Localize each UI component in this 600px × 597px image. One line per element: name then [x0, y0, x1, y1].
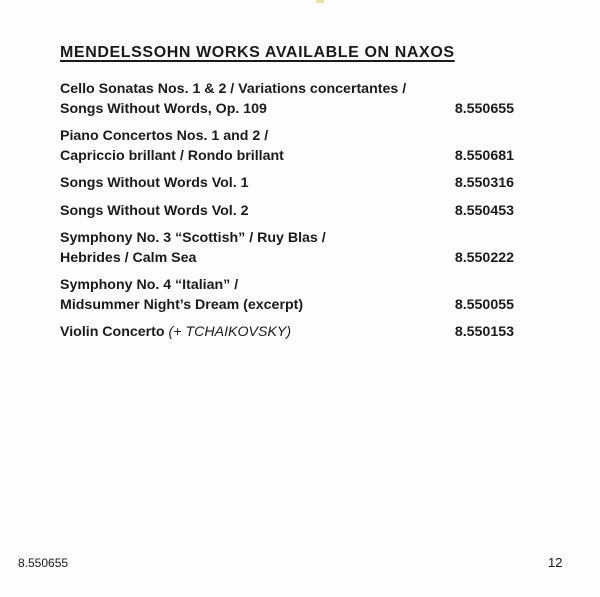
work-title-line [60, 80, 520, 100]
catalog-number: 8.550316 [454, 175, 514, 191]
work-title-text: Violin Concerto [60, 324, 165, 340]
catalog-number: 8.550453 [454, 202, 514, 219]
page-number: 12 [548, 555, 563, 570]
work-entry [60, 276, 520, 315]
work-title-line [60, 276, 520, 296]
print-mark [316, 0, 324, 3]
work-title-text: Symphony No. 4 “Italian” / [60, 277, 239, 293]
footer-catalog-number: 8.550655 [18, 556, 69, 570]
work-title-line [60, 249, 520, 269]
work-title-line [60, 323, 520, 343]
work-title-text: Capriccio brillant / Rondo brillant [60, 147, 284, 164]
work-entry [60, 80, 520, 119]
work-title-line [60, 229, 520, 249]
work-entry [60, 174, 520, 194]
catalog-number: 8.550153 [454, 324, 514, 340]
catalog-number: 8.550655 [454, 100, 514, 117]
work-title-line [60, 202, 520, 222]
work-note: (+ TCHAIKOVSKY) [168, 324, 292, 340]
work-title-line [60, 296, 520, 316]
catalog-number: 8.550055 [454, 296, 514, 313]
page-heading: MENDELSSOHN WORKS AVAILABLE ON NAXOS [60, 44, 455, 61]
work-title-text: Songs Without Words Vol. 2 [60, 202, 249, 219]
work-title-text: Hebrides / Calm Sea [60, 249, 197, 266]
work-title-text: Songs Without Words Vol. 1 [60, 175, 249, 191]
work-title-text: Cello Sonatas Nos. 1 & 2 / Variations concertantes / [60, 81, 407, 97]
work-title-line [60, 174, 520, 194]
work-title-text: Piano Concertos Nos. 1 and 2 / [60, 128, 269, 144]
work-title-text: Midsummer Night’s Dream (excerpt) [60, 296, 304, 313]
work-entry [60, 229, 520, 268]
catalog-number: 8.550681 [454, 147, 514, 164]
work-title-text: Songs Without Words, Op. 109 [60, 100, 267, 117]
works-list [60, 80, 520, 351]
work-entry [60, 202, 520, 222]
work-title-line [60, 147, 520, 167]
work-title-text: Symphony No. 3 “Scottish” / Ruy Blas / [60, 230, 326, 246]
work-title-line [60, 127, 520, 147]
catalog-number: 8.550222 [454, 249, 514, 266]
work-title-line [60, 100, 520, 120]
work-entry [60, 127, 520, 166]
work-entry [60, 323, 520, 343]
